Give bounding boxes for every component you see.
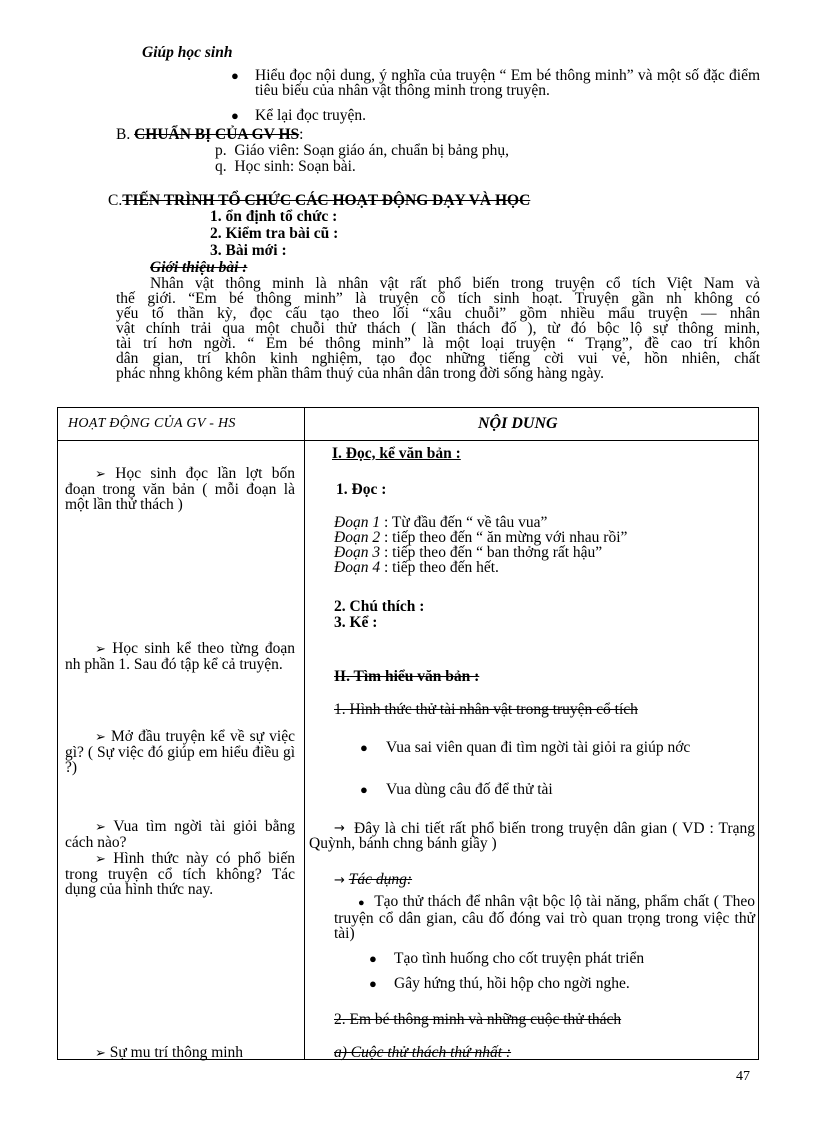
arrow-note: → Đây là chi tiết rất phổ biến trong truyện dân gian ( VD : Trạng Quỳnh, bánh chng bánh giầy ) xyxy=(309,820,755,852)
section-c-title: TIẾN TRÌNH TỔ CHỨC CÁC HOẠT ĐỘNG DẠY VÀ HỌC xyxy=(122,192,531,209)
left-activity-6: ➢ Sự mu trí thông minh xyxy=(95,1044,244,1061)
prep-marker: p. xyxy=(215,142,227,159)
riddle-bullet: Vua dùng câu đố để thử tài xyxy=(386,781,553,798)
left-activity-2: ➢ Học sinh kể theo từng đoạn nh phần 1. Sau đó tập kể cả truyện. xyxy=(65,640,295,673)
bullet-icon: ● xyxy=(369,951,377,966)
effect-heading: → Tác dụng: xyxy=(334,871,413,888)
section-b-prefix: B. xyxy=(116,126,131,143)
sub-2-title: 2. Em bé thông minh và những cuộc thử thách xyxy=(334,1011,622,1028)
intro-title: Giới thiệu bài : xyxy=(150,259,248,276)
section-b-title: CHUẨN BỊ CỦA GV HS xyxy=(134,126,300,143)
objectives-heading: Giúp học sinh xyxy=(142,44,233,61)
arrow-icon: ➢ xyxy=(95,642,106,657)
arrow-icon: ➢ xyxy=(95,820,106,835)
column-divider xyxy=(304,408,305,1059)
intro-line: thế giới. “Em bé thông minh” là truyện cổ tích sinh hoạt. Truyện gần nh không có xyxy=(116,290,760,307)
intro-line: yếu tố thần kỳ, đọc cấu tạo theo lối “xâu chuỗi” gồm nhiều mẩu truyện — nhân xyxy=(116,305,760,322)
intro-line: dân gian, trí khôn kinh nghiệm, tạo đọc những tiếng cời vui vẻ, hồn nhiên, chất xyxy=(116,350,760,367)
header-left: HOẠT ĐỘNG CỦA GV - HS xyxy=(68,416,236,431)
notes-heading: 2. Chú thích : xyxy=(334,598,425,615)
arrow-icon: ➢ xyxy=(95,467,106,482)
intro-paragraph xyxy=(116,276,760,381)
right-arrow-icon: → xyxy=(334,821,345,836)
search-bullet: Vua sai viên quan đi tìm ngời tài giỏi ra giúp nớc xyxy=(386,739,691,756)
section-b-colon: : xyxy=(299,126,304,143)
step-3: 3. Bài mới : xyxy=(210,242,287,259)
left-activity-1: ➢ Học sinh đọc lần lợt bốn đoạn trong văn bản ( mỗi đoạn là một lần thử thách ) xyxy=(65,465,295,513)
bullet-icon: ● xyxy=(231,68,239,83)
lesson-table xyxy=(57,407,759,1060)
objective-1: Hiểu đọc nội dung, ý nghĩa của truyện “ Em bé thông minh” và một số đặc điểm tiêu biểu của nhân vật thông minh trong truyện. xyxy=(255,67,760,99)
paragraph-4: Đoạn 4 : tiếp theo đến hết. xyxy=(334,559,499,576)
arrow-icon: ➢ xyxy=(95,852,106,867)
section-2-title: II. Tìm hiểu văn bản : xyxy=(334,668,480,685)
left-activity-3: ➢ Mở đầu truyện kể về sự việc gì? ( Sự việc đó giúp em hiểu điều gì ?) xyxy=(65,728,295,776)
sub-1-title: 1. Hình thức thử tài nhân vật trong truyện cổ tích xyxy=(334,701,638,718)
read-heading: 1. Đọc : xyxy=(336,481,387,498)
effect-3: Gây hứng thú, hồi hộp cho ngời nghe. xyxy=(394,975,630,992)
left-activity-5: ➢ Hình thức này có phổ biến trong truyện cổ tích không? Tác dụng của hình thức nay. xyxy=(65,850,295,898)
arrow-icon: ➢ xyxy=(95,730,106,745)
bullet-icon: ● xyxy=(369,976,377,991)
paragraph-1: Đoạn 1 : Từ đầu đến “ về tâu vua” xyxy=(334,514,548,531)
page-number: 47 xyxy=(736,1069,750,1084)
effect-2: Tạo tình huống cho cốt truyện phát triển xyxy=(394,950,645,967)
bullet-icon: ● xyxy=(231,108,239,123)
prep-text: Học sinh: Soạn bài. xyxy=(234,158,356,175)
prep-marker: q. xyxy=(215,158,227,175)
bullet-icon: ● xyxy=(358,897,366,909)
header-right: NỘI DUNG xyxy=(478,415,558,432)
challenge-a: a) Cuộc thử thách thứ nhất : xyxy=(334,1044,512,1061)
prep-item xyxy=(215,143,509,159)
arrow-icon: ➢ xyxy=(95,1046,106,1061)
step-1: 1. ổn định tổ chức : xyxy=(210,208,338,225)
right-arrow-icon: → xyxy=(334,873,345,888)
section-b-heading xyxy=(116,127,303,143)
effect-1: ● Tạo thử thách để nhân vật bộc lộ tài năng, phẩm chất ( Theo truyện cổ dân gian, câu đố đóng vai trò quan trọng trong việc thử tài) xyxy=(334,893,755,942)
tell-heading: 3. Kể : xyxy=(334,614,378,631)
left-activity-4: ➢ Vua tìm ngời tài giỏi bằng cách nào? xyxy=(65,818,295,851)
intro-line: tài trí hơn ngời. “ Em bé thông minh” là một loại truyện “ Trạng”, đề cao trí khôn xyxy=(116,335,760,352)
objective-2: Kể lại đọc truyện. xyxy=(255,107,367,124)
prep-item xyxy=(215,159,356,175)
paragraph-3: Đoạn 3 : tiếp theo đến “ ban thởng rất hậu” xyxy=(334,544,603,561)
section-1-title: I. Đọc, kể văn bản : xyxy=(332,445,461,462)
intro-line: vật chính trải qua một chuỗi thử thách ( lần thách đố ), từ đó bộc lộ sự thông minh, xyxy=(116,320,760,337)
section-c-prefix: C. xyxy=(108,192,123,209)
prep-text: Giáo viên: Soạn giáo án, chuẩn bị bảng phụ, xyxy=(234,142,510,159)
bullet-icon: ● xyxy=(360,782,368,797)
header-divider xyxy=(58,440,758,441)
section-c-heading xyxy=(108,193,530,209)
intro-line: phác nhng không kém phần thâm thuý của nhân dân trong đời sống hàng ngày. xyxy=(116,365,605,382)
step-2: 2. Kiểm tra bài cũ : xyxy=(210,225,339,242)
intro-line: Nhân vật thông minh là nhân vật rất phổ biến trong truyện cổ tích Việt Nam và xyxy=(150,275,760,292)
paragraph-2: Đoạn 2 : tiếp theo đến “ ăn mừng với nhau rồi” xyxy=(334,529,628,546)
bullet-icon: ● xyxy=(360,740,368,755)
